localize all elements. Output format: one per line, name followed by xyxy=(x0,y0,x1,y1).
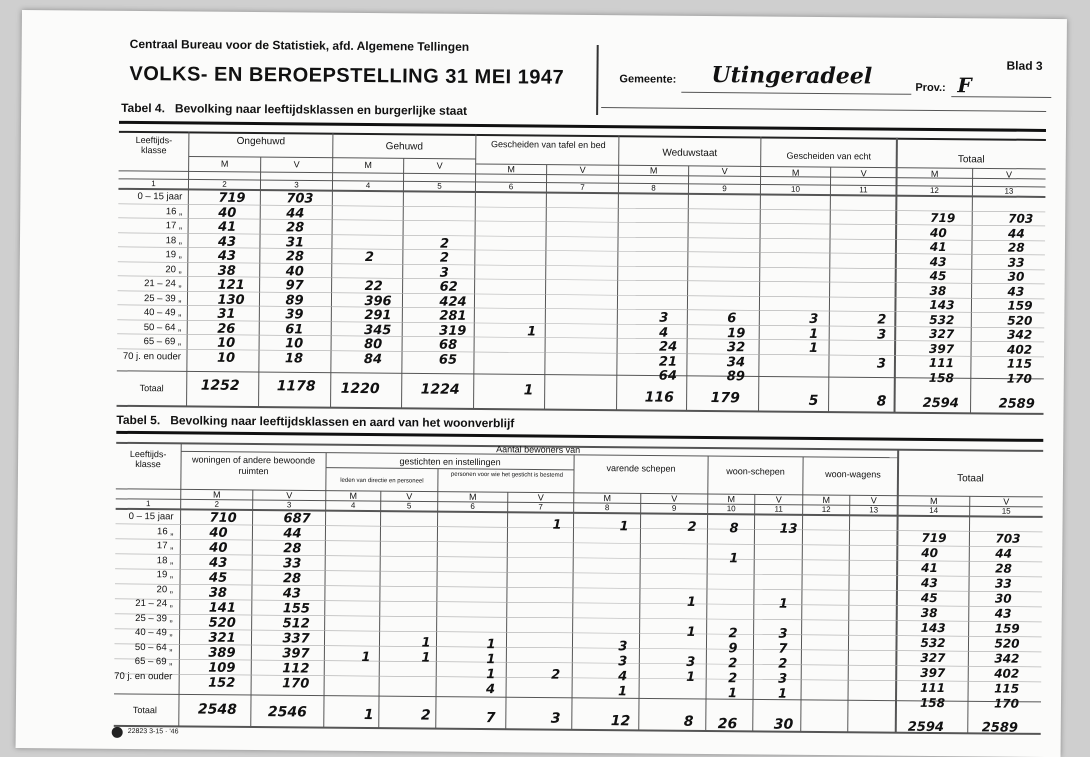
cell-gescheiden-echt-v: 3 xyxy=(877,326,887,343)
t5-colnum: 4 xyxy=(350,500,356,510)
cell-ongehuwd-v: 18 xyxy=(284,350,304,366)
t4-total-totaal-m: 2594 xyxy=(922,395,959,412)
age-class-label: 40 – 49 „ xyxy=(143,307,182,319)
cell-ongehuwd-m: 121 xyxy=(217,277,245,293)
age-class-label: 70 j. en ouder xyxy=(114,670,173,682)
cell-t5-totaal-v: 520 xyxy=(994,636,1020,651)
t4-colnum-2: 2 xyxy=(222,179,227,189)
cell-gehuwd-m: 2 xyxy=(364,250,374,266)
t4-total-gescheiden-tafel: 1 xyxy=(523,382,534,399)
t5-total-totaal-m: 2594 xyxy=(907,719,945,736)
cell-gehuwd-v: 319 xyxy=(439,323,467,339)
cell-t5-totaal-v: 342 xyxy=(994,651,1020,666)
age-class-label: 50 – 64 „ xyxy=(143,321,182,333)
cell-weduw-m: 3 xyxy=(659,310,669,326)
cell-weduw-m: 21 xyxy=(658,354,678,370)
prov-label: Prov.: xyxy=(915,81,946,95)
age-class-label: 40 – 49 „ xyxy=(135,627,173,639)
t4-m-5: M xyxy=(791,167,800,178)
cell-woonschepen-m: 9 xyxy=(728,641,738,657)
cell-woningen-v: 397 xyxy=(282,646,310,662)
cell-totaal-m: 41 xyxy=(929,239,947,255)
cell-woonschepen-v: 7 xyxy=(778,641,788,657)
t5-v-label: V xyxy=(286,490,293,501)
cell-woningen-v: 687 xyxy=(283,511,311,527)
t4-v-1: V xyxy=(293,159,300,170)
cell-varende-m: 1 xyxy=(619,519,629,535)
cell-woonschepen-v: 2 xyxy=(778,656,788,672)
t5-total-personen-m: 7 xyxy=(485,710,496,727)
cell-t5-totaal-v: 33 xyxy=(994,576,1012,591)
age-class-label: 25 – 39 „ xyxy=(135,612,173,624)
cell-varende-v: 2 xyxy=(687,519,697,535)
t4-colnum-11: 11 xyxy=(859,185,868,195)
cell-gehuwd-m: 84 xyxy=(363,351,383,367)
cell-gescheiden-tafel: 1 xyxy=(527,323,537,339)
cell-t5-totaal-m: 41 xyxy=(921,560,938,576)
t5-total-woonschepen-m: 26 xyxy=(717,716,738,733)
prov-value: F xyxy=(957,73,972,98)
cell-totaal-m: 158 xyxy=(928,370,954,385)
t4-total-ongehuwd-m: 1252 xyxy=(200,377,240,394)
t5-colnum: 5 xyxy=(406,501,412,511)
age-class-label: 16 „ xyxy=(165,205,183,217)
cell-weduw-v: 34 xyxy=(726,354,746,370)
cell-ongehuwd-v: 44 xyxy=(286,205,305,221)
age-class-label: 18 „ xyxy=(165,234,183,246)
t4-m-4: M xyxy=(649,165,658,176)
cell-varende-v: 1 xyxy=(686,594,696,610)
cell-ongehuwd-v: 40 xyxy=(285,263,304,279)
cell-t5-totaal-m: 45 xyxy=(920,590,938,606)
t5-total-woonschepen-v: 30 xyxy=(773,716,794,733)
cell-woningen-v: 112 xyxy=(282,661,310,677)
cell-totaal-m: 43 xyxy=(929,254,947,269)
t5-v-label: V xyxy=(775,494,782,505)
t4-total-label: Totaal xyxy=(139,383,164,394)
t5-group-woningen: woningen of andere bewoonde ruimten xyxy=(191,454,316,477)
cell-personen-m: 4 xyxy=(486,682,496,698)
cell-gehuwd-v: 3 xyxy=(439,265,449,281)
cell-t5-totaal-m: 532 xyxy=(920,635,946,651)
cell-t5-totaal-m: 397 xyxy=(920,665,946,681)
age-class-label: 19 „ xyxy=(156,569,174,581)
cell-woningen-v: 170 xyxy=(282,676,310,692)
cell-woonschepen-v: 1 xyxy=(778,596,788,612)
cell-gescheiden-echt-m: 3 xyxy=(809,311,819,327)
cell-totaal-v: 703 xyxy=(1008,211,1034,226)
cell-t5-totaal-m: 143 xyxy=(920,620,946,636)
cell-t5-totaal-m: 327 xyxy=(920,650,946,666)
cell-woningen-m: 109 xyxy=(208,660,236,676)
t5-total-varende-v: 8 xyxy=(683,713,694,730)
t5-colnum: 8 xyxy=(604,503,610,513)
cell-personen-m: 1 xyxy=(486,667,496,683)
t5-colnum: 11 xyxy=(774,504,783,514)
age-class-label: 70 j. en ouder xyxy=(122,350,182,362)
cell-leden-m: 1 xyxy=(361,649,371,666)
table5-number: Tabel 5. xyxy=(116,412,161,428)
t4-colnum-10: 10 xyxy=(790,184,800,194)
cell-personen-m: 1 xyxy=(486,637,496,653)
t4-v-6: V xyxy=(1006,169,1013,180)
cell-woningen-m: 141 xyxy=(208,600,236,616)
t5-group-personen: personen voor wie het gesticht is bestemd xyxy=(450,471,564,479)
cell-totaal-m: 327 xyxy=(929,326,955,342)
cell-weduw-m: 64 xyxy=(658,368,677,384)
cell-ongehuwd-m: 26 xyxy=(217,321,236,337)
cell-woningen-m: 40 xyxy=(209,540,228,556)
cell-gescheiden-echt-m: 1 xyxy=(809,340,819,356)
cell-t5-totaal-m: 719 xyxy=(921,530,947,546)
cell-woningen-m: 710 xyxy=(209,510,237,526)
cell-t5-totaal-v: 30 xyxy=(994,591,1012,606)
cell-totaal-v: 33 xyxy=(1007,255,1025,270)
cell-woningen-v: 44 xyxy=(283,526,302,542)
t4-v-3: V xyxy=(579,164,586,175)
t5-total-personen-v: 3 xyxy=(550,710,561,727)
cell-gehuwd-v: 2 xyxy=(439,236,450,252)
table5-subtitle: Bevolking naar leeftijdsklassen en aard van het woonverblijf xyxy=(170,413,515,431)
cell-varende-m: 3 xyxy=(618,654,628,670)
cell-totaal-m: 397 xyxy=(929,341,955,356)
cell-woningen-v: 155 xyxy=(282,601,310,617)
cell-totaal-v: 159 xyxy=(1007,298,1033,313)
t5-m-label: M xyxy=(603,493,612,504)
bureau-line: Centraal Bureau voor de Statistiek, afd. Algemene Tellingen xyxy=(129,36,470,54)
t5-colnum: 2 xyxy=(214,499,219,509)
t4-m-3: M xyxy=(507,164,515,175)
form-title: VOLKS- EN BEROEPSTELLING 31 MEI 1947 xyxy=(129,62,565,89)
cell-ongehuwd-v: 28 xyxy=(286,220,305,236)
t5-m-label: M xyxy=(212,489,221,500)
age-class-label: 21 – 24 „ xyxy=(144,278,182,290)
t5-colnum: 1 xyxy=(145,499,151,509)
gemeente-value: Utingeradeel xyxy=(711,62,873,90)
table4-subtitle: Bevolking naar leeftijdsklassen en burgerlijke staat xyxy=(174,101,468,118)
t5-v-label: V xyxy=(870,495,877,506)
age-class-label: 16 „ xyxy=(157,525,174,537)
age-class-label: 25 – 39 „ xyxy=(143,292,182,304)
t5-colnum: 15 xyxy=(1001,506,1011,516)
t4-age-header: Leeftijds- klasse xyxy=(135,134,173,156)
cell-ongehuwd-v: 97 xyxy=(285,278,304,294)
cell-gescheiden-echt-m: 1 xyxy=(809,326,819,342)
cell-gehuwd-m: 291 xyxy=(364,307,392,324)
cell-woonschepen-v: 3 xyxy=(778,671,788,687)
cell-ongehuwd-v: 39 xyxy=(285,307,304,323)
t5-m-label: M xyxy=(727,494,736,505)
age-class-label: 18 „ xyxy=(156,554,174,566)
t4-v-5: V xyxy=(860,168,867,179)
cell-personen-v: 2 xyxy=(551,667,561,683)
t4-colnum-4: 4 xyxy=(365,181,371,191)
age-class-label: 17 „ xyxy=(165,220,183,232)
cell-woonschepen-v: 3 xyxy=(778,626,788,642)
cell-totaal-v: 170 xyxy=(1006,371,1032,386)
cell-weduw-m: 4 xyxy=(659,325,669,341)
t5-colnum: 14 xyxy=(929,505,939,516)
age-class-label: 0 – 15 jaar xyxy=(137,191,183,203)
cell-woningen-m: 389 xyxy=(208,645,236,661)
cell-ongehuwd-m: 719 xyxy=(218,190,246,206)
t4-total-gescheiden-echt-v: 8 xyxy=(876,393,887,410)
t4-group-gehuwd: Gehuwd xyxy=(385,141,423,153)
cell-ongehuwd-v: 61 xyxy=(285,321,304,337)
t4-total-gehuwd-m: 1220 xyxy=(340,380,380,398)
t5-total-varende-m: 12 xyxy=(610,713,631,730)
cell-weduw-m: 24 xyxy=(659,339,678,355)
cell-ongehuwd-v: 89 xyxy=(285,292,304,308)
t5-total-label: Totaal xyxy=(132,704,157,716)
t4-colnum-12: 12 xyxy=(929,185,939,196)
footer-code: 22823 3-15 · '46 xyxy=(127,727,179,736)
cell-gescheiden-echt-v: 2 xyxy=(877,312,887,328)
age-class-label: 20 „ xyxy=(165,263,182,275)
cell-woningen-m: 152 xyxy=(208,675,236,691)
t4-total-ongehuwd-v: 1178 xyxy=(276,378,316,395)
cell-totaal-m: 45 xyxy=(929,268,947,284)
t4-total-totaal-v: 2589 xyxy=(998,396,1035,412)
t4-colnum-3: 3 xyxy=(294,180,299,190)
cell-ongehuwd-v: 703 xyxy=(286,191,314,207)
t5-group-totaal: Totaal xyxy=(957,473,984,485)
cell-ongehuwd-m: 10 xyxy=(216,350,236,366)
cell-t5-totaal-m: 40 xyxy=(921,545,939,561)
t5-colnum: 6 xyxy=(470,501,475,511)
t5-v-label: V xyxy=(671,493,678,504)
cell-weduw-v: 32 xyxy=(727,340,746,356)
cell-t5-totaal-v: 43 xyxy=(994,606,1012,621)
t4-colnum-9: 9 xyxy=(722,184,727,194)
cell-ongehuwd-m: 40 xyxy=(218,205,237,221)
cell-totaal-v: 520 xyxy=(1007,313,1033,328)
t5-total-totaal-v: 2589 xyxy=(981,720,1019,736)
age-class-label: 20 „ xyxy=(156,583,173,595)
cell-totaal-m: 38 xyxy=(929,283,947,298)
cell-ongehuwd-m: 43 xyxy=(217,248,237,264)
t4-colnum-8: 8 xyxy=(651,183,656,193)
cell-ongehuwd-m: 41 xyxy=(218,219,237,235)
cell-totaal-v: 30 xyxy=(1007,269,1025,284)
cell-totaal-v: 402 xyxy=(1007,342,1033,357)
t5-age-header: Leeftijds- klasse xyxy=(129,448,167,470)
cell-gehuwd-v: 424 xyxy=(439,294,467,310)
cell-gehuwd-v: 2 xyxy=(439,250,449,266)
cell-totaal-v: 342 xyxy=(1007,327,1033,342)
cell-woonschepen-m: 8 xyxy=(729,521,739,537)
t5-group-varende: varende schepen xyxy=(606,463,676,474)
cell-varende-v: 1 xyxy=(686,624,696,640)
cell-woonschepen-v: 13 xyxy=(779,521,798,537)
printer-logo-icon xyxy=(112,727,123,738)
cell-totaal-v: 44 xyxy=(1008,226,1025,241)
cell-t5-totaal-v: 44 xyxy=(995,546,1013,561)
t4-colnum-13: 13 xyxy=(1004,186,1014,196)
age-class-label: 19 „ xyxy=(165,249,182,261)
t4-group-weduwstaat: Weduwstaat xyxy=(662,147,718,160)
cell-totaal-m: 111 xyxy=(928,355,955,371)
cell-woningen-m: 520 xyxy=(208,615,236,631)
cell-t5-totaal-m: 111 xyxy=(920,680,946,696)
t4-group-totaal: Totaal xyxy=(957,154,985,166)
cell-woningen-v: 512 xyxy=(282,616,310,632)
cell-totaal-m: 143 xyxy=(929,297,955,313)
cell-varende-v: 1 xyxy=(686,669,696,685)
t5-aantal-header: Aantal bewoners van xyxy=(496,444,581,455)
t4-total-gehuwd-v: 1224 xyxy=(420,381,460,398)
table4-number: Tabel 4. xyxy=(121,100,166,116)
cell-gescheiden-echt-v: 3 xyxy=(876,355,887,372)
cell-woningen-v: 43 xyxy=(282,586,302,602)
cell-varende-m: 4 xyxy=(618,669,628,685)
cell-woonschepen-m: 1 xyxy=(727,686,738,702)
cell-ongehuwd-m: 38 xyxy=(217,263,236,279)
t5-total-leden-m: 1 xyxy=(363,707,374,724)
cell-gehuwd-v: 65 xyxy=(438,352,458,368)
t5-v-label: V xyxy=(537,492,544,503)
cell-totaal-v: 28 xyxy=(1007,240,1025,255)
cell-totaal-m: 719 xyxy=(930,210,956,226)
t5-m-label: M xyxy=(349,490,358,501)
cell-t5-totaal-v: 402 xyxy=(994,666,1020,681)
cell-totaal-m: 532 xyxy=(929,312,955,327)
cell-weduw-v: 6 xyxy=(727,311,737,327)
t4-colnum-7: 7 xyxy=(580,182,585,192)
cell-woningen-v: 33 xyxy=(283,556,302,572)
cell-t5-totaal-v: 170 xyxy=(993,696,1020,711)
t4-group-gescheiden-tafel: Gescheiden van tafel en bed xyxy=(491,139,606,151)
cell-ongehuwd-v: 31 xyxy=(285,234,305,250)
age-class-label: 65 – 69 „ xyxy=(134,656,173,668)
t4-colnum-6: 6 xyxy=(508,182,514,192)
t4-m-1: M xyxy=(220,158,229,169)
cell-woningen-m: 38 xyxy=(208,585,228,601)
cell-ongehuwd-v: 10 xyxy=(285,336,304,352)
t5-colnum: 3 xyxy=(286,500,292,510)
cell-t5-totaal-v: 28 xyxy=(995,561,1012,576)
cell-woningen-v: 28 xyxy=(283,541,302,557)
cell-woningen-m: 43 xyxy=(209,555,228,571)
cell-weduw-v: 19 xyxy=(727,325,746,341)
census-form-sheet xyxy=(16,10,1067,757)
age-class-label: 21 – 24 „ xyxy=(135,598,173,610)
cell-varende-v: 3 xyxy=(686,654,696,670)
age-class-label: 65 – 69 „ xyxy=(143,336,182,348)
cell-woningen-m: 40 xyxy=(209,525,228,541)
cell-totaal-v: 43 xyxy=(1007,284,1025,299)
cell-ongehuwd-v: 28 xyxy=(285,249,305,265)
age-class-label: 17 „ xyxy=(156,540,174,552)
age-class-label: 0 – 15 jaar xyxy=(128,510,174,523)
t5-total-woningen-m: 2548 xyxy=(197,701,237,718)
cell-t5-totaal-m: 38 xyxy=(920,605,938,621)
cell-woonschepen-m: 2 xyxy=(728,656,738,672)
t5-v-label: V xyxy=(406,491,413,502)
t5-m-label: M xyxy=(929,495,938,507)
cell-gehuwd-m: 80 xyxy=(364,336,383,353)
t5-age-column xyxy=(114,510,178,685)
cell-varende-m: 1 xyxy=(618,684,628,700)
age-class-label: 50 – 64 „ xyxy=(134,641,173,653)
cell-totaal-m: 40 xyxy=(930,225,947,240)
cell-t5-totaal-v: 159 xyxy=(994,621,1020,636)
t4-m-6: M xyxy=(930,168,939,180)
t5-group-gestichten: gestichten en instellingen xyxy=(399,456,501,468)
cell-ongehuwd-m: 31 xyxy=(217,306,236,322)
gemeente-label: Gemeente: xyxy=(619,73,677,86)
t5-total-woningen-v: 2546 xyxy=(267,704,307,721)
cell-weduw-v: 89 xyxy=(726,369,745,385)
cell-gehuwd-m: 22 xyxy=(364,279,383,295)
cell-leden-v: 1 xyxy=(421,635,431,651)
cell-woonschepen-m: 2 xyxy=(728,671,738,687)
cell-personen-v: 1 xyxy=(552,517,562,533)
cell-woonschepen-v: 1 xyxy=(777,686,788,702)
t4-colnum-5: 5 xyxy=(437,181,442,191)
cell-woningen-m: 321 xyxy=(208,630,236,646)
t5-colnum: 10 xyxy=(726,504,736,514)
cell-t5-totaal-m: 158 xyxy=(919,695,946,711)
t4-group-gescheiden-echt: Gescheiden van echt xyxy=(786,150,872,162)
t4-total-weduw-v: 179 xyxy=(710,390,740,407)
t5-v-label: V xyxy=(1003,496,1010,507)
t4-m-2: M xyxy=(364,159,372,171)
cell-varende-m: 3 xyxy=(618,639,628,655)
cell-woonschepen-m: 1 xyxy=(729,551,739,567)
cell-gehuwd-m: 396 xyxy=(364,293,392,309)
cell-t5-totaal-v: 115 xyxy=(994,681,1020,696)
cell-woningen-m: 45 xyxy=(208,570,228,586)
cell-ongehuwd-m: 10 xyxy=(217,335,236,351)
cell-t5-totaal-v: 703 xyxy=(995,531,1021,546)
t4-group-ongehuwd: Ongehuwd xyxy=(236,135,286,148)
t5-colnum: 9 xyxy=(671,503,677,513)
t5-total-leden-v: 2 xyxy=(420,707,431,724)
t5-m-label: M xyxy=(822,495,831,506)
t4-v-2: V xyxy=(436,160,443,171)
cell-leden-v: 1 xyxy=(421,650,431,666)
t5-colnum: 12 xyxy=(821,504,831,515)
t5-colnum: 13 xyxy=(869,505,879,515)
blad-number: Blad 3 xyxy=(1006,58,1043,73)
cell-woningen-v: 337 xyxy=(282,631,310,647)
cell-gehuwd-v: 281 xyxy=(439,308,467,324)
t5-group-woonwagens: woon-wagens xyxy=(825,469,881,480)
cell-ongehuwd-m: 43 xyxy=(217,234,237,250)
cell-gehuwd-v: 68 xyxy=(439,337,458,353)
t5-group-woonschepen: woon-schepen xyxy=(726,466,785,477)
t5-group-leden: leden van directie en personeel xyxy=(340,477,424,485)
t4-colnum-1: 1 xyxy=(151,179,156,189)
cell-totaal-v: 115 xyxy=(1006,356,1033,371)
cell-gehuwd-v: 62 xyxy=(439,279,458,295)
cell-ongehuwd-m: 130 xyxy=(217,292,245,308)
t5-m-label: M xyxy=(468,491,477,502)
t4-total-gescheiden-echt-m: 5 xyxy=(808,392,819,409)
cell-gehuwd-m: 345 xyxy=(364,322,392,338)
cell-woonschepen-m: 2 xyxy=(728,626,738,642)
t4-v-4: V xyxy=(721,166,728,177)
t5-colnum: 7 xyxy=(538,502,543,512)
cell-t5-totaal-m: 43 xyxy=(920,575,938,591)
cell-personen-m: 1 xyxy=(486,652,496,668)
cell-woningen-v: 28 xyxy=(282,571,302,587)
t4-total-weduw-m: 116 xyxy=(644,389,674,406)
